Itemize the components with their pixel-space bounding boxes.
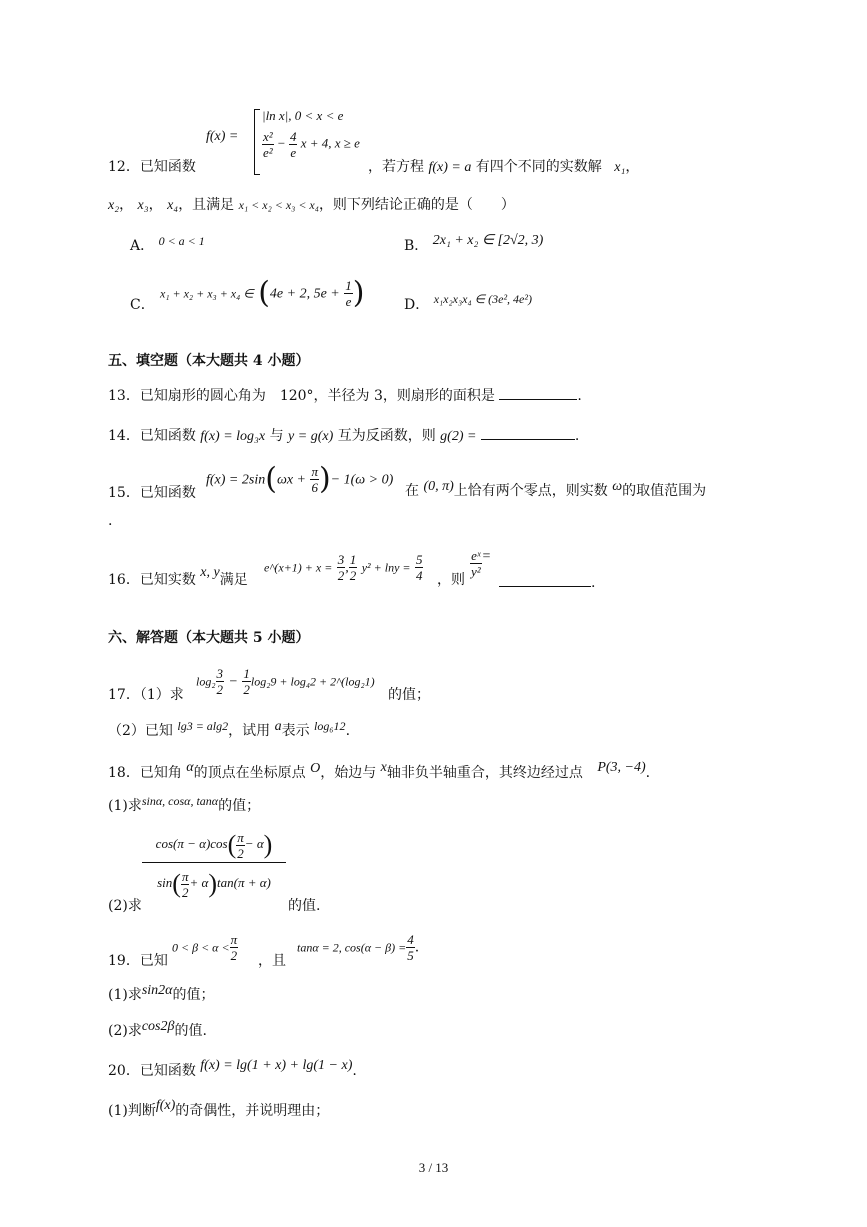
q15-text2: 的取值范围为: [622, 483, 707, 499]
q14-label: 14．已知函数: [108, 428, 196, 444]
q13-answer-blank: [499, 385, 577, 400]
option-a-label: A．: [130, 238, 155, 254]
option-c-interval: 4e + 2, 5e +: [269, 286, 340, 302]
q19-part1: [108, 983, 215, 1005]
q16-eq-end: =: [481, 548, 492, 564]
q14-f: f(x) = log₃x: [200, 429, 266, 444]
q18-denominator: sin( $\frac{\pi}{2}$ + α)tan(π + α): [157, 868, 271, 900]
q19-condition2: tanα = 2, cos(α − β) = $\frac{4}{5}$ .: [297, 932, 420, 963]
q17-p2-eq: lg3 = alg2: [177, 719, 229, 733]
q17-tail: 的值；: [388, 687, 430, 703]
q19-p2-expr: cos2β: [141, 1019, 175, 1034]
q20-stem: [108, 1058, 357, 1081]
q18-point: P(3, −4): [597, 760, 646, 775]
q15-right: [405, 479, 707, 501]
q16-mid: 满足: [219, 572, 248, 588]
q20-part1: [108, 1098, 330, 1121]
q12-option-c: [130, 296, 155, 314]
q15-interval: (0, π): [423, 479, 454, 494]
q19-cond-b: tanα = 2, cos(α − β) =: [297, 940, 407, 955]
q12-x1: x₁: [614, 160, 626, 175]
q19-end: .: [414, 939, 420, 956]
q15-f-a: f(x) = 2sin: [206, 472, 266, 488]
q18-stem: [108, 760, 651, 783]
q18-t1: 的顶点在坐标原点: [193, 765, 306, 781]
q18-p1-tail: 的值；: [218, 798, 261, 814]
q20-p1-label: (1)判断: [108, 1103, 156, 1119]
q12-line1: [108, 158, 196, 176]
q12-x3: x₃: [137, 198, 149, 213]
q14-g2: g(2) =: [440, 429, 477, 444]
q14: [108, 425, 579, 446]
q12-condition: x₁ < x₂ < x₃ < x₄: [238, 198, 319, 212]
page-number: 3 / 13: [418, 1160, 449, 1175]
q16-vars: x, y: [200, 565, 220, 580]
q12-piece2: $\frac{\text{x²}}{\text{e²}}$ − $\frac{4}{e}$ x + 4, x ≥ e: [263, 129, 360, 160]
q19-p2-tail: 的值.: [174, 1023, 207, 1039]
q19-part2: [108, 1019, 207, 1041]
q12-label: 12．已知函数: [108, 159, 196, 175]
q15-mid: 在: [405, 483, 419, 499]
option-a-text: 0 < a < 1: [158, 234, 205, 248]
q12-text3: ，且满足: [178, 197, 235, 213]
q14-g: y = g(x): [288, 429, 334, 444]
q16-eq-a: e^(x+1) + x =: [264, 560, 333, 575]
q12-line1-right: [368, 158, 639, 177]
q15-text: 上恰有两个零点，则实数: [453, 483, 608, 499]
q12-sep2: ，: [148, 197, 163, 213]
q13: [108, 385, 582, 405]
q16: [108, 565, 248, 590]
q19-p1-tail: 的值；: [172, 987, 215, 1003]
q18-part2-tail: 的值.: [288, 898, 321, 914]
q17-p2-text: ，试用: [228, 723, 271, 739]
q16-target: $\frac{\text{eˣ}}{\text{y²}}$ =: [471, 548, 492, 579]
q12-option-a: [130, 234, 205, 255]
q16-end: .: [591, 575, 596, 591]
q19-cond-a: 0 < β < α <: [172, 940, 230, 955]
q14-mid: 与: [269, 428, 284, 444]
q17-label: 17．（1）求: [108, 687, 184, 703]
q15-label: 15．已知函数: [108, 485, 196, 501]
q19-p1-expr: sin2α: [141, 983, 173, 998]
q15-f-b: ωx +: [276, 472, 306, 488]
q16-equation: e^(x+1) + x = $\frac{3}{2}$ , $\frac{1}{2}$ y² + lny = $\frac{5}{4}$: [264, 552, 423, 583]
q14-answer-blank: [481, 425, 575, 440]
option-b-text: 2x₁ + x₂ ∈ [2√2, 3): [432, 233, 544, 248]
q20-p1-tail: 的奇偶性，并说明理由；: [175, 1103, 330, 1119]
q17-p2-end: .: [345, 723, 351, 739]
q18-t2: ，始边与: [320, 765, 377, 781]
q12-text1: ，若方程: [368, 159, 424, 175]
q12-x4: x₄: [167, 198, 179, 213]
q15: [108, 484, 196, 502]
option-c-sum: x₁ + x₂ + x₃ + x₄ ∈: [160, 286, 254, 301]
q13-end: .: [577, 388, 582, 404]
q15-end: .: [108, 513, 113, 529]
q16-answer-blank: [499, 572, 591, 587]
q12-equation: f(x) = a: [428, 160, 472, 175]
q17-expr-c: log₂9 + log₄2 + 2^(log₂1): [250, 674, 375, 689]
q20-label: 20．已知函数: [108, 1063, 196, 1079]
q18-label: 18．已知角: [108, 765, 182, 781]
q12-brace: [254, 109, 260, 175]
q17-expression: log₂ $\frac{3}{2}$ − $\frac{1}{2}$ log₂9 + log₄2 + 2^(log₂1): [196, 666, 375, 697]
q18-fraction: [142, 826, 286, 903]
q16-eq-b: ,: [345, 560, 349, 576]
q18-p1-label: (1)求: [108, 798, 142, 814]
q12-text2: 有四个不同的实数解: [475, 159, 602, 175]
q18-x: x: [380, 760, 387, 775]
q19-label: 19．已知: [108, 953, 168, 969]
q17-part2: [108, 719, 351, 741]
q12-comma: ，: [625, 159, 640, 175]
q17-expr-b: −: [228, 674, 238, 690]
q18-p1-expr: sinα, cosα, tanα: [141, 794, 219, 808]
q19-mid: ，且: [258, 953, 286, 969]
q19-p1-label: (1)求: [108, 987, 142, 1003]
q18-part2-label: (2)求: [108, 898, 142, 914]
q20-end: .: [352, 1063, 357, 1079]
q15-f-c: − 1(ω > 0): [330, 472, 394, 488]
q18-t3: 轴非负半轴重合，其终边经过点: [386, 765, 583, 781]
q19-condition: 0 < β < α < $\frac{\pi}{2}$: [172, 932, 238, 963]
q18-numerator: cos(π − α)cos( $\frac{\pi}{2}$ − α): [142, 826, 286, 863]
q12-x2: x₂: [108, 198, 120, 213]
q19-p2-label: (2)求: [108, 1023, 142, 1039]
q12-line2: [108, 196, 515, 215]
q17-expr-a: log₂: [196, 674, 216, 689]
q17-p2-text2: 表示: [281, 723, 310, 739]
q20-function: f(x) = lg(1 + x) + lg(1 − x): [200, 1058, 353, 1073]
option-d-text: x₁x₂x₃x₄ ∈ (3e², 4e²): [433, 292, 532, 306]
q17-part1: [108, 686, 184, 704]
q17-p2-label: （2）已知: [108, 723, 173, 739]
q12-option-d: [404, 292, 532, 314]
q18-origin: O: [310, 761, 321, 776]
q12-option-b: [404, 233, 544, 256]
q15-omega: ω: [612, 479, 623, 494]
q18-part1: [108, 794, 261, 815]
q17-p2-log: log₆12: [314, 719, 346, 733]
option-c-label: C．: [130, 297, 155, 313]
q18-alpha: α: [186, 760, 194, 775]
q18-end: .: [645, 765, 651, 781]
option-b-label: B．: [404, 238, 429, 254]
q14-text: 互为反函数，则: [337, 428, 436, 444]
q12-text4: ，则下列结论正确的是（ ）: [318, 197, 515, 213]
option-d-label: D．: [404, 297, 430, 313]
section-5-heading: 五、填空题（本大题共 4 小题）: [108, 353, 310, 369]
q12-option-c-expr: x₁ + x₂ + x₃ + x₄ ∈ (4e + 2, 5e + $\frac{1}{e}$ ): [160, 275, 365, 311]
q16-right: [437, 571, 465, 589]
q15-function: f(x) = 2sin(ωx + $\frac{\pi}{6}$ )− 1(ω > 0): [206, 461, 394, 497]
section-6-heading: 六、解答题（本大题共 5 小题）: [108, 630, 310, 646]
q12-f-lhs: f(x) =: [206, 129, 239, 144]
q12-piece1: |ln x|, 0 < x < e: [262, 108, 344, 123]
q16-label: 16．已知实数: [108, 572, 196, 588]
q14-end: .: [574, 428, 580, 444]
q12-sep1: ，: [119, 197, 134, 213]
q19-stem: [108, 952, 168, 970]
q20-p1-f: f(x): [155, 1098, 176, 1113]
q13-text: 13．已知扇形的圆心角为 120°，半径为 3，则扇形的面积是: [108, 388, 495, 404]
q16-text: ，则: [437, 572, 465, 588]
q16-blank-line: [499, 572, 595, 592]
q17-p2-a: a: [274, 719, 282, 734]
q16-eq-c: y² + lny =: [361, 560, 411, 575]
